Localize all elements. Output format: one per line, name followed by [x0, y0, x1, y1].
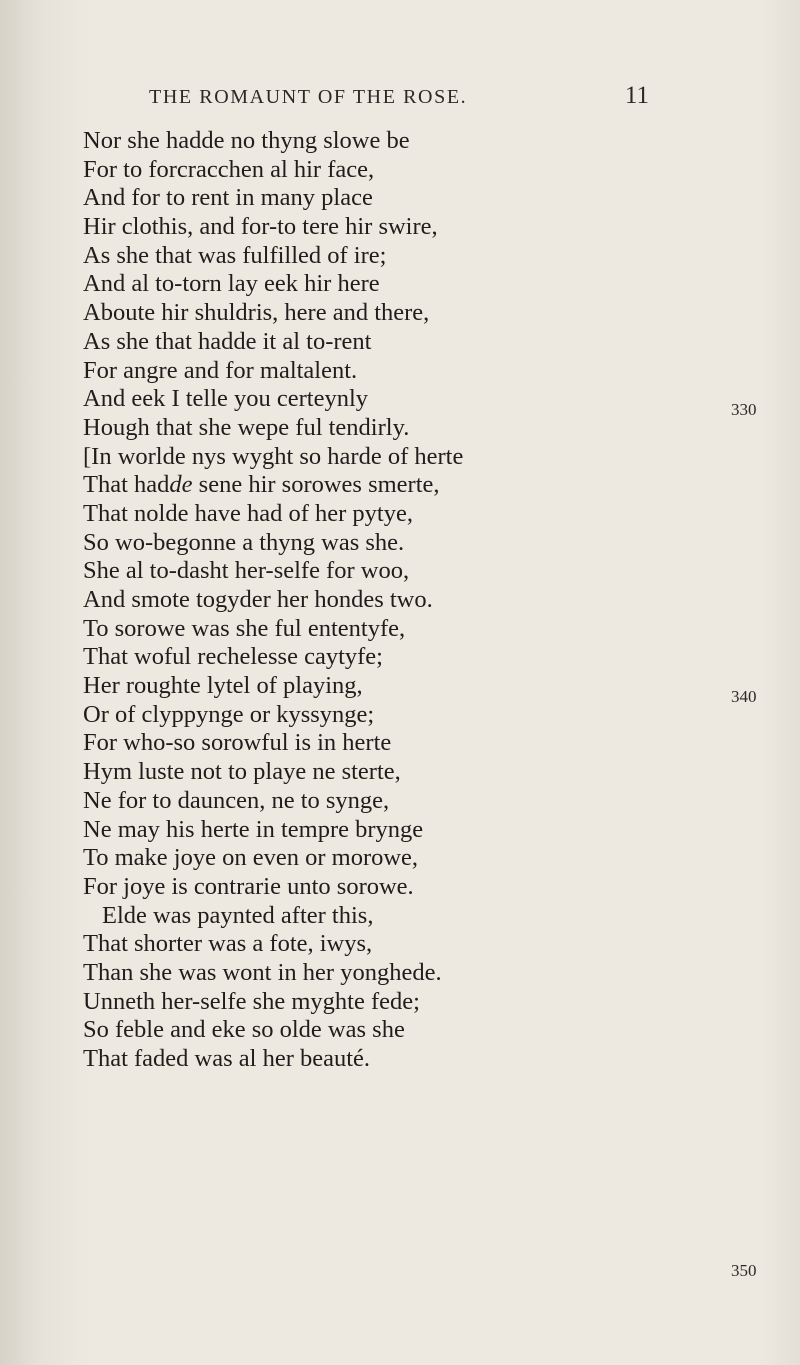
verse-line: Or of clyppynge or kyssynge; [83, 700, 375, 728]
verse-line: Hir clothis, and for-to tere hir swire, [83, 213, 438, 241]
verse-block [83, 127, 683, 1074]
verse-line: [In worlde nys wyght so harde of herte [83, 442, 464, 470]
line-number: 350 [731, 1261, 757, 1280]
verse-line: As she that hadde it al to-rent [83, 327, 372, 355]
verse-line: Hym luste not to playe ne sterte, [83, 758, 401, 786]
verse-line: Than she was wont in her yonghede. [83, 958, 442, 986]
verse-line: For who-so sorowful is in herte [83, 729, 392, 757]
page-number: 11 [624, 82, 649, 109]
verse-line: For angre and for maltalent. [83, 356, 358, 384]
verse-line: That hadde sene hir sorowes smerte, [83, 471, 440, 499]
line-number: 330 [731, 400, 757, 419]
verse-line: To sorowe was she ful ententyfe, [83, 614, 406, 642]
italic-emendation: de [169, 471, 193, 499]
verse-line: So wo-begonne a thyng was she. [83, 528, 405, 556]
verse-line: For to forcracchen al hir face, [83, 155, 375, 183]
line-number: 340 [731, 687, 757, 706]
verse-line: To make joye on even or morowe, [83, 844, 419, 872]
verse-line: Ne may his herte in tempre brynge [83, 815, 424, 843]
verse-line: That faded was al her beauté. [83, 1045, 371, 1072]
verse-line: And eek I telle you certeynly [83, 385, 369, 413]
verse-line: And for to rent in many place [83, 184, 373, 212]
verse-line: Hough that she wepe ful tendirly. [83, 413, 410, 441]
verse-line: Elde was paynted after this, [102, 901, 374, 929]
verse-line: Aboute hir shuldris, here and there, [83, 299, 430, 327]
verse-line: Ne for to dauncen, ne to synge, [83, 786, 390, 814]
verse-line: Nor she hadde no thyng slowe be [83, 127, 410, 154]
verse-line: That shorter was a fote, iwys, [83, 930, 373, 958]
verse-line: That nolde have had of her pytye, [83, 499, 413, 527]
verse-line: And smote togyder her hondes two. [83, 586, 433, 613]
verse-line: For joye is contrarie unto sorowe. [83, 872, 414, 900]
verse-line: And al to-torn lay eek hir here [83, 270, 380, 298]
running-title: THE ROMAUNT OF THE ROSE. [149, 86, 468, 108]
verse-line: As she that was fulfilled of ire; [83, 241, 387, 269]
running-head [149, 82, 649, 116]
verse-line: She al to-dasht her-selfe for woo, [83, 557, 410, 585]
verse-line: Her roughte lytel of playing, [83, 672, 363, 700]
verse-line: So feble and eke so olde was she [83, 1016, 405, 1044]
verse-line: That woful rechelesse caytyfe; [83, 643, 383, 671]
verse-line: Unneth her-selfe she myghte fede; [83, 987, 420, 1015]
